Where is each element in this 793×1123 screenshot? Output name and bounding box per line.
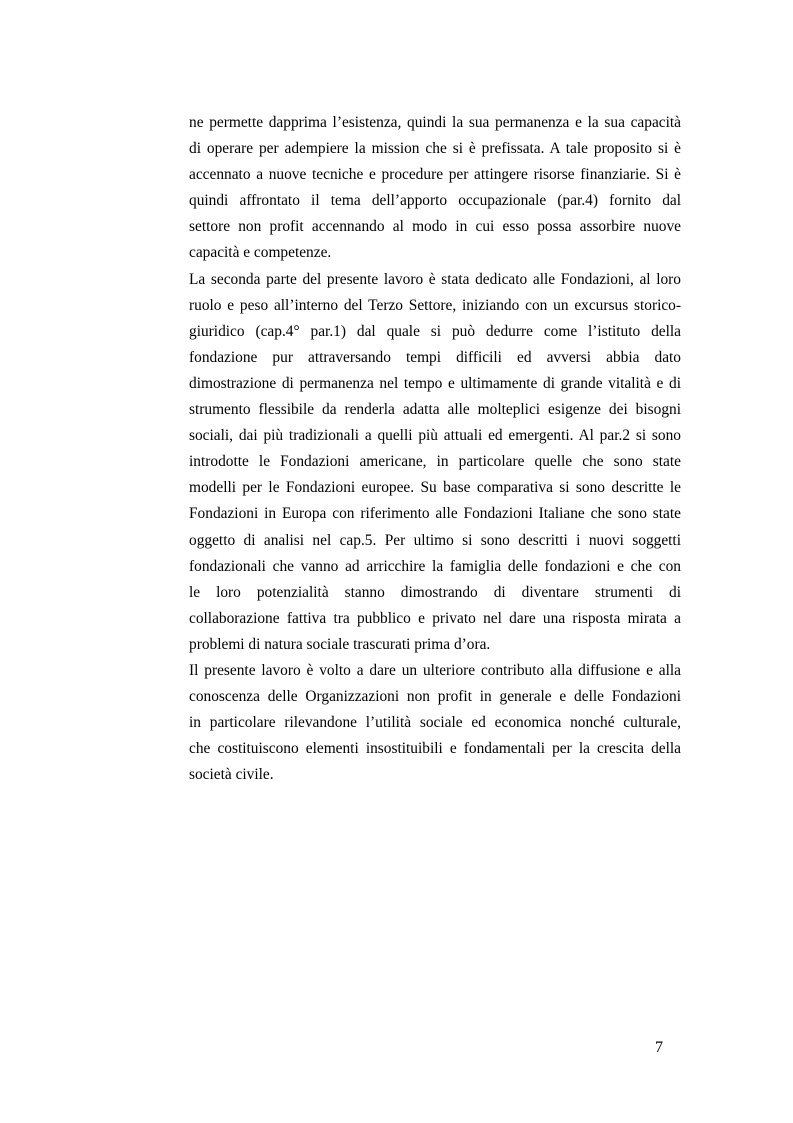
text-line: La seconda parte del presente lavoro è stata dedicato alle Fondazioni, al loro xyxy=(189,270,681,288)
text-line: modelli per le Fondazioni europee. Su base comparativa si sono descritte le xyxy=(189,479,681,497)
text-line: Fondazioni in Europa con riferimento alle Fondazioni Italiane che sono state xyxy=(189,505,681,523)
text-line: fondazione pur attraversando tempi difficili ed avversi abbia dato xyxy=(189,348,681,366)
text-line: introdotte le Fondazioni americane, in particolare quelle che sono state xyxy=(189,453,681,471)
text-line: conoscenza delle Organizzazioni non profit in generale e delle Fondazioni xyxy=(189,688,681,706)
paragraph-3 xyxy=(189,658,681,788)
text-line: fondazionali che vanno ad arricchire la famiglia delle fondazioni e che con xyxy=(189,557,681,575)
page-number: 7 xyxy=(655,1039,663,1056)
text-line: collaborazione fattiva tra pubblico e privato nel dare una risposta mirata a xyxy=(189,609,681,627)
paragraph-1 xyxy=(189,110,681,267)
text-line: sociali, dai più tradizionali a quelli più attuali ed emergenti. Al par.2 si sono xyxy=(189,427,681,445)
text-line: oggetto di analisi nel cap.5. Per ultimo si sono descritti i nuovi soggetti xyxy=(189,531,681,549)
text-line: ne permette dapprima l’esistenza, quindi la sua permanenza e la sua capacità xyxy=(189,114,681,131)
text-line: ruolo e peso all’interno del Terzo Settore, iniziando con un excursus storico- xyxy=(189,296,681,314)
page-body xyxy=(189,110,681,788)
text-line: che costituiscono elementi insostituibili e fondamentali per la crescita della xyxy=(189,740,681,758)
text-line: le loro potenzialità stanno dimostrando di diventare strumenti di xyxy=(189,583,681,601)
text-line: settore non profit accennando al modo in cui esso possa assorbire nuove xyxy=(189,218,681,236)
text-line: quindi affrontato il tema dell’apporto occupazionale (par.4) fornito dal xyxy=(189,192,681,210)
paragraph-2 xyxy=(189,267,681,658)
text-line: dimostrazione di permanenza nel tempo e ultimamente di grande vitalità e di xyxy=(189,374,681,392)
text-line: giuridico (cap.4° par.1) dal quale si può dedurre come l’istituto della xyxy=(189,322,681,340)
text-line: di operare per adempiere la mission che si è prefissata. A tale proposito si è xyxy=(189,140,681,158)
text-line: capacità e competenze. xyxy=(189,244,332,262)
text-line: società civile. xyxy=(189,766,274,784)
text-line: in particolare rilevandone l’utilità sociale ed economica nonché culturale, xyxy=(189,714,681,732)
text-line: Il presente lavoro è volto a dare un ulteriore contributo alla diffusione e alla xyxy=(189,661,681,679)
text-line: problemi di natura sociale trascurati prima d’ora. xyxy=(189,635,491,653)
text-line: accennato a nuove tecniche e procedure per attingere risorse finanziarie. Si è xyxy=(189,166,681,184)
text-line: strumento flessibile da renderla adatta alle molteplici esigenze dei bisogni xyxy=(189,401,681,419)
